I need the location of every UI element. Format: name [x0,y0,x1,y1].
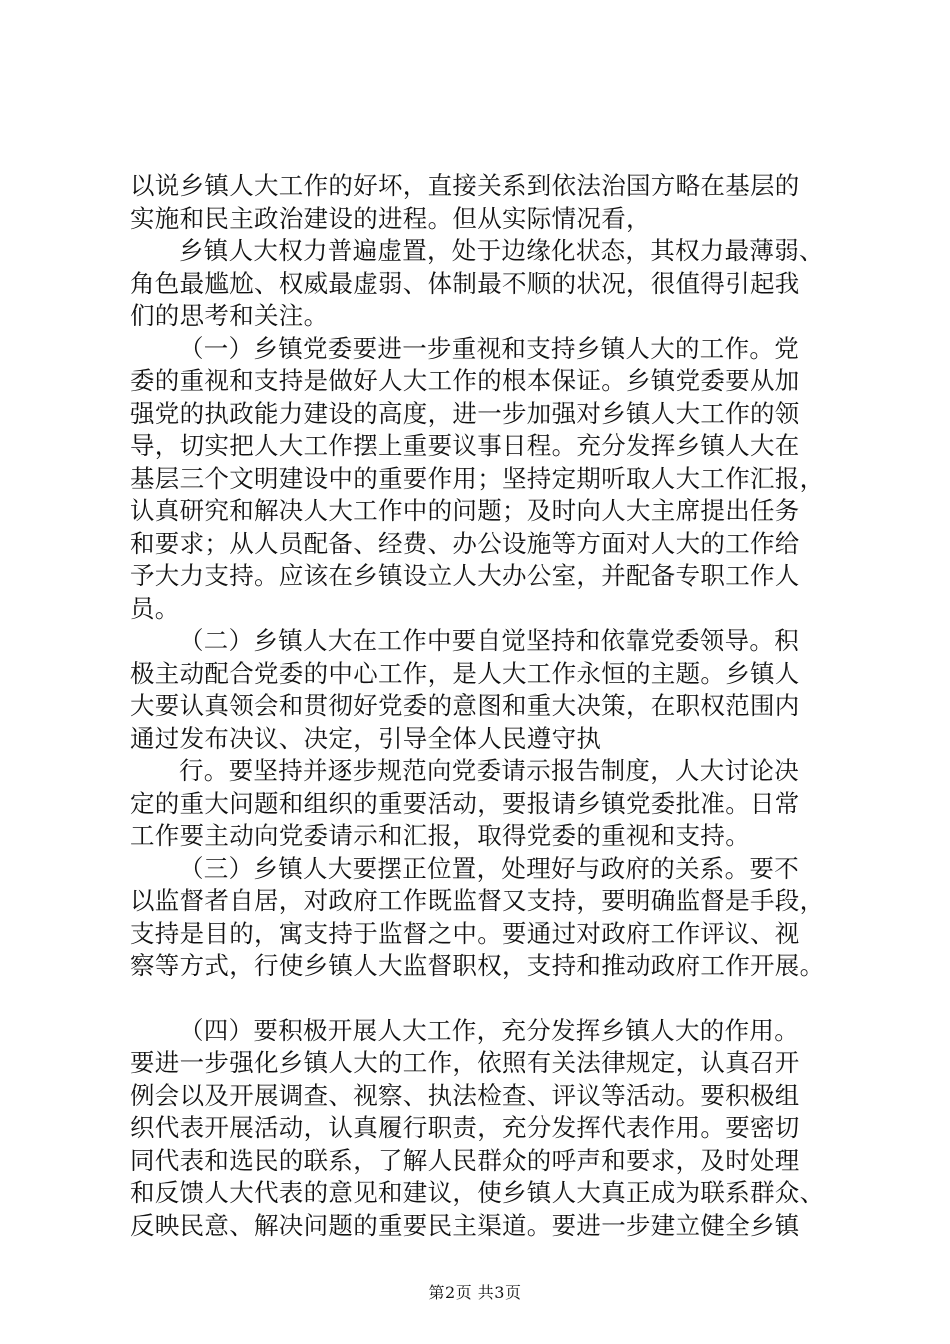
page-number-footer: 第2页 共3页 [428,1283,522,1302]
text-line: 们的思考和关注。 [130,301,329,330]
text-line: 工作要主动向党委请示和汇报，取得党委的重视和支持。 [130,821,750,850]
text-line: 织代表开展活动，认真履行职责，充分发挥代表作用。要密切 [130,1113,800,1142]
text-line: 通过发布决议、决定，引导全体人民遵守执 [130,723,602,753]
text-line: 以说乡镇人大工作的好坏，直接关系到依法治国方略在基层的 [130,171,800,200]
text-line: 角色最尴尬、权威最虚弱、体制最不顺的状况，很值得引起我 [130,268,800,298]
text-line: 极主动配合党委的中心工作，是人大工作永恒的主题。乡镇人 [130,658,800,688]
text-line: 反映民意、解决问题的重要民主渠道。要进一步建立健全乡镇 [130,1210,800,1240]
text-line: 导，切实把人大工作摆上重要议事日程。充分发挥乡镇人大在 [130,431,800,460]
text-line: 委的重视和支持是做好人大工作的根本保证。乡镇党委要从加 [130,366,800,395]
text-line: （一）乡镇党委要进一步重视和支持乡镇人大的工作。党 [179,333,799,363]
text-line: （三）乡镇人大要摆正位置，处理好与政府的关系。要不 [179,853,799,883]
text-line: 大要认真领会和贯彻好党委的意图和重大决策，在职权范围内 [130,691,800,720]
body-text [130,170,830,1242]
text-line: 定的重大问题和组织的重要活动，要报请乡镇党委批准。日常 [130,788,800,818]
text-line: 强党的执政能力建设的高度，进一步加强对乡镇人大工作的领 [130,398,800,428]
text-line: 要进一步强化乡镇人大的工作，依照有关法律规定，认真召开 [130,1048,800,1077]
text-line: 同代表和选民的联系，了解人民群众的呼声和要求，及时处理 [130,1145,800,1175]
text-line: 基层三个文明建设中的重要作用；坚持定期听取人大工作汇报， [130,463,825,493]
text-line: 员。 [130,593,180,623]
text-line: 和要求；从人员配备、经费、办公设施等方面对人大的工作给 [130,528,800,558]
text-line: 和反馈人大代表的意见和建议，使乡镇人大真正成为联系群众、 [130,1178,825,1207]
text-line: （二）乡镇人大在工作中要自觉坚持和依靠党委领导。积 [179,626,799,655]
text-line: 实施和民主政治建设的进程。但从实际情况看， [130,203,651,233]
text-line: 行。要坚持并逐步规范向党委请示报告制度，人大讨论决 [179,756,799,785]
text-line: 予大力支持。应该在乡镇设立人大办公室，并配备专职工作人 [130,561,800,590]
text-line: 察等方式，行使乡镇人大监督职权，支持和推动政府工作开展。 [130,951,825,980]
text-line: 以监督者自居，对政府工作既监督又支持，要明确监督是手段， [130,886,825,915]
paragraph-gap [130,983,830,1015]
text-line: 认真研究和解决人大工作中的问题；及时向人大主席提出任务 [130,496,800,525]
text-line: （四）要积极开展人大工作，充分发挥乡镇人大的作用。 [179,1015,799,1045]
text-line: 支持是目的，寓支持于监督之中。要通过对政府工作评议、视 [130,918,800,948]
text-line: 乡镇人大权力普遍虚置，处于边缘化状态，其权力最薄弱、 [179,236,824,265]
text-line: 例会以及开展调查、视察、执法检查、评议等活动。要积极组 [130,1080,800,1110]
